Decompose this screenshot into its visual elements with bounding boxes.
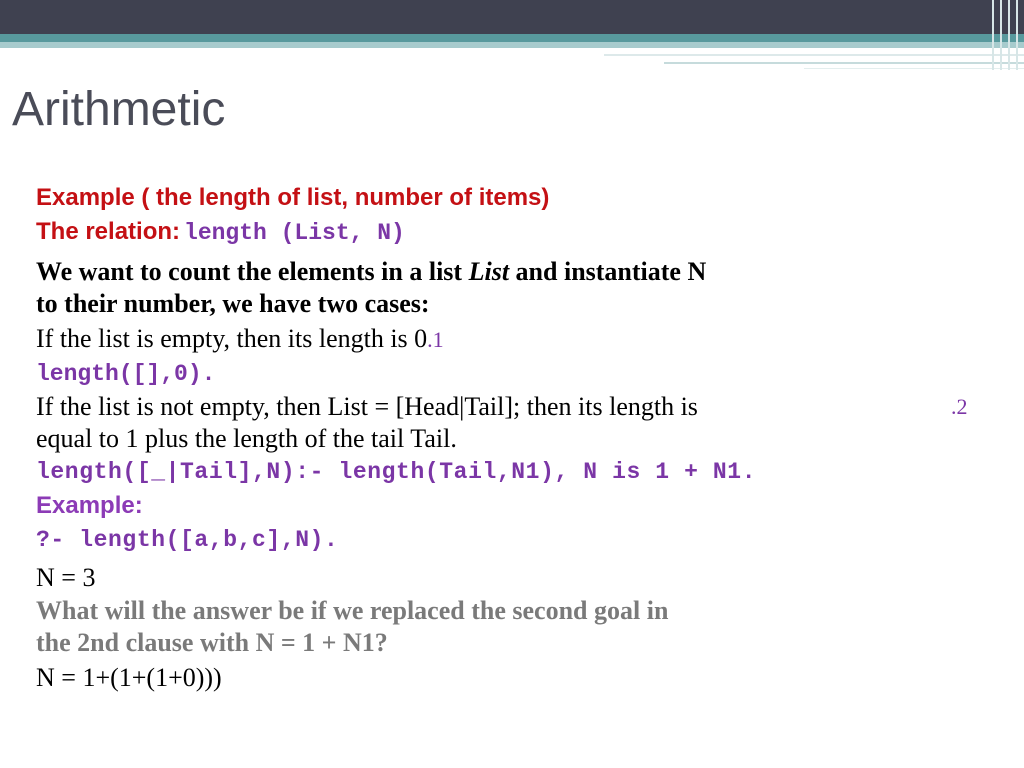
relation-label: The relation: bbox=[36, 218, 181, 245]
question-paragraph bbox=[36, 595, 1016, 659]
case2-number: .2 bbox=[951, 394, 968, 419]
example-heading: Example ( the length of list, number of items) bbox=[36, 184, 550, 211]
slide-title: Arithmetic bbox=[12, 83, 226, 136]
case2-paragraph bbox=[36, 391, 1016, 455]
query-code: ?- length([a,b,c],N). bbox=[36, 527, 339, 553]
answer-1: N = 3 bbox=[36, 563, 96, 592]
example-label: Example: bbox=[36, 492, 143, 519]
relation-line bbox=[36, 215, 1016, 252]
stripe bbox=[992, 0, 994, 70]
count-text-1: We want to count the elements in a list bbox=[36, 257, 469, 286]
top-dark-bar bbox=[0, 0, 1024, 34]
case2-code: length([_|Tail],N):- length(Tail,N1), N is 1 + N1. bbox=[36, 459, 757, 485]
case1-number: .1 bbox=[427, 327, 444, 352]
stripe bbox=[1008, 0, 1010, 70]
case1-text: If the list is empty, then its length is 0 bbox=[36, 324, 428, 353]
stripe bbox=[1016, 0, 1018, 70]
answer-2: N = 1+(1+(1+0))) bbox=[36, 663, 222, 692]
slide-body bbox=[36, 181, 1016, 695]
question-line-2: the 2nd clause with N = 1 + N1? bbox=[36, 628, 388, 657]
question-line-1: What will the answer be if we replaced the second goal in bbox=[36, 596, 669, 625]
decorative-line bbox=[664, 62, 1024, 64]
case2-line-1: If the list is not empty, then List = [Head|Tail]; then its length is bbox=[36, 392, 698, 421]
count-line-1 bbox=[36, 256, 1016, 288]
stripe bbox=[1000, 0, 1002, 70]
case1-code: length([],0). bbox=[36, 361, 216, 387]
count-line-2: to their number, we have two cases: bbox=[36, 289, 430, 318]
decorative-lines bbox=[604, 48, 1024, 72]
relation-code: length (List, N) bbox=[184, 220, 405, 246]
count-text-2: and instantiate N bbox=[509, 257, 707, 286]
teal-band bbox=[0, 34, 1024, 42]
case2-line-2: equal to 1 plus the length of the tail Tail. bbox=[36, 424, 457, 453]
case1-line bbox=[36, 322, 1016, 357]
count-italic-list: List bbox=[468, 257, 510, 286]
count-paragraph bbox=[36, 256, 1016, 320]
decorative-line bbox=[604, 54, 1024, 56]
decorative-stripes bbox=[988, 0, 1024, 70]
